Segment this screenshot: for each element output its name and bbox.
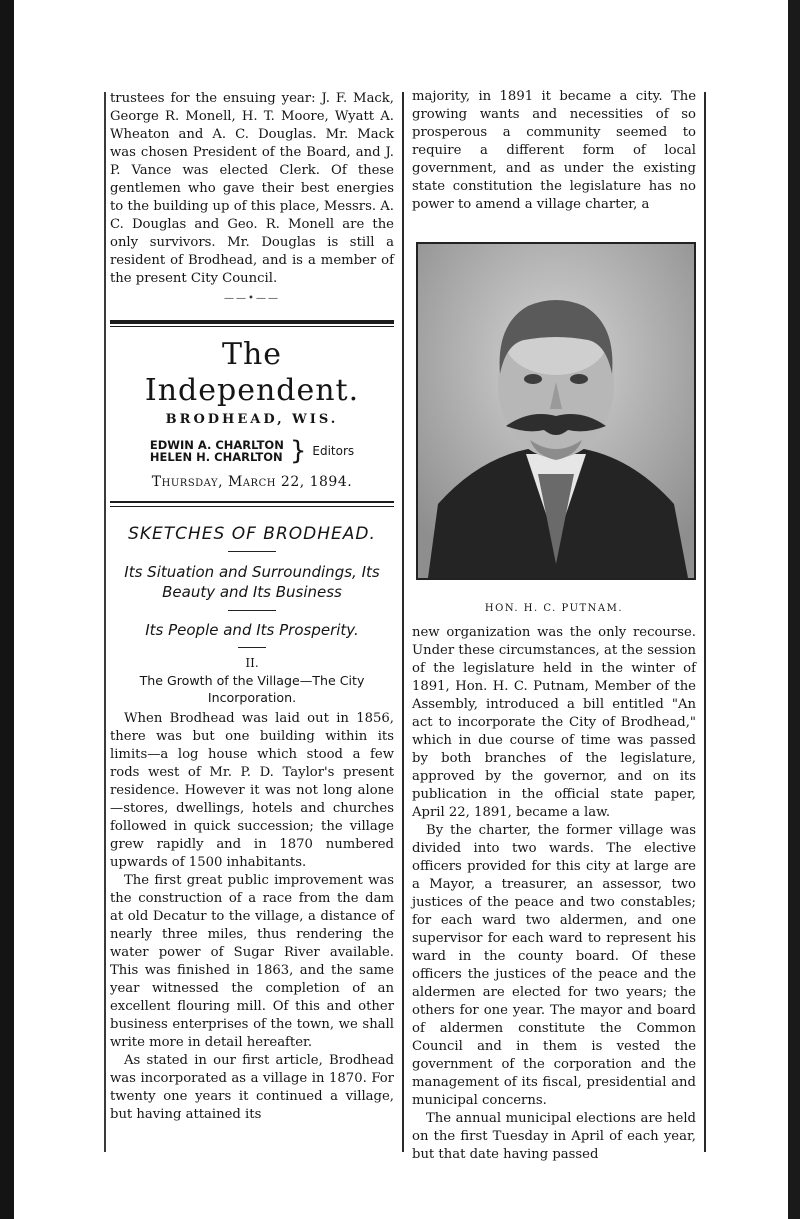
divider-ornament: ——•—— — [224, 293, 280, 304]
body-paragraph: new organization was the only recourse. Under these circumstances, at the session of the legislature held in the winter of 1891, Hon. H. C. Putnam, Member of the Assembly, introduced a bill entitled "An act to incorporate the City of Brodhead," which in due course of time was passed by both branches of the legislature, approved by the governor, and on its publication in the official state paper, April 22, 1891, became a law. — [412, 625, 696, 820]
right-top-paragraph: majority, in 1891 it became a city. The growing wants and necessities of so prosperous a community seemed to require a different form of local government, and as under the existing state constitution the legislature has no power to amend a village charter, a — [412, 89, 696, 212]
column-rule-center — [402, 92, 404, 1152]
masthead-place: BRODHEAD, WIS. — [165, 412, 339, 427]
brace-glyph: } — [289, 436, 307, 466]
body-paragraph: The first great public improvement was the construction of a race from the dam at old Decatur to the village, a distance of nearly three miles, thus rendering the water power of Sugar River available. This was finished in 1863, and the same year witnessed the completion of an excellent flouring mill. Of this and other business enterprises of the town, we shall write more in detail hereafter. — [110, 873, 394, 1050]
masthead-date: Thursday, March 22, 1894. — [151, 474, 353, 490]
editor-name: HELEN H. CHARLTON — [149, 450, 283, 464]
masthead — [110, 320, 394, 507]
editor-name: EDWIN A. CHARLTON — [149, 438, 284, 452]
headline-rule — [228, 551, 276, 552]
masthead-rule-thick — [110, 320, 394, 324]
body-paragraph: By the charter, the former village was divided into two wards. The elective officers provided for this city at large are a Mayor, a treasurer, an assessor, two justices of the peace and two constables; for each ward two aldermen, and one supervisor for each ward to represent his ward in the county board. Of these officers the justices of the peace and the aldermen are elected for two years; the others for one year. The mayor and board of aldermen constitute the Common Council and in them is vested the government of the corporation and the management of its fiscal, presidential and municipal concerns. — [412, 823, 696, 1108]
column-rule-right — [704, 92, 706, 1152]
scan-edge-left — [0, 0, 14, 1219]
section-rule — [238, 647, 266, 648]
editors-label: Editors — [312, 444, 355, 458]
portrait-caption: HON. H. C. PUTNAM. — [484, 603, 624, 614]
portrait-illustration — [418, 244, 694, 578]
masthead-editors — [110, 436, 394, 466]
article-subhead-2: Its People and Its Prosperity. — [145, 621, 359, 639]
scan-edge-right — [788, 0, 800, 1219]
column-rule-left — [104, 92, 106, 1152]
masthead-bottom-rule — [110, 501, 394, 507]
left-column — [110, 90, 394, 1124]
article-subhead: Its Situation and Surroundings, Its Beauty and Its Business — [124, 563, 380, 601]
masthead-rule-thin — [110, 326, 394, 327]
subhead-rule — [228, 610, 276, 611]
body-paragraph: When Brodhead was laid out in 1856, there was but one building within its limits—a log house which stood a few rods west of Mr. P. D. Taylor's present residence. However it was not long alone—stores, dwellings, hotels and churches followed in quick succession; the village grew rapidly and in 1870 numbered upwards of 1500 inhabitants. — [110, 711, 394, 870]
body-paragraph: As stated in our first article, Brodhead was incorporated as a village in 1870. For twenty one years it continued a village, but having attained its — [110, 1053, 394, 1122]
left-top-paragraph: trustees for the ensuing year: J. F. Mack, George R. Monell, H. T. Moore, Wyatt A. Wheaton and A. C. Douglas. Mr. Mack was chosen President of the Board, and J. P. Vance was elected Clerk. Of these gentlemen who gave their best energies to the building up of this place, Messrs. A. C. Douglas and Geo. R. Monell are the only survivors. Mr. Douglas is still a resident of Brodhead, and is a member of the present City Council. — [110, 91, 394, 286]
article-headline: SKETCHES OF BRODHEAD. — [128, 524, 376, 544]
masthead-title: The Independent. — [144, 337, 360, 408]
section-title: The Growth of the Village—The City Incorporation. — [139, 673, 365, 705]
section-number: II. — [245, 656, 259, 670]
right-column — [412, 88, 696, 1164]
body-paragraph: The annual municipal elections are held on the first Tuesday in April of each year, but that date having passed — [412, 1111, 696, 1162]
editor-names — [150, 439, 284, 463]
portrait-photo — [416, 242, 696, 580]
